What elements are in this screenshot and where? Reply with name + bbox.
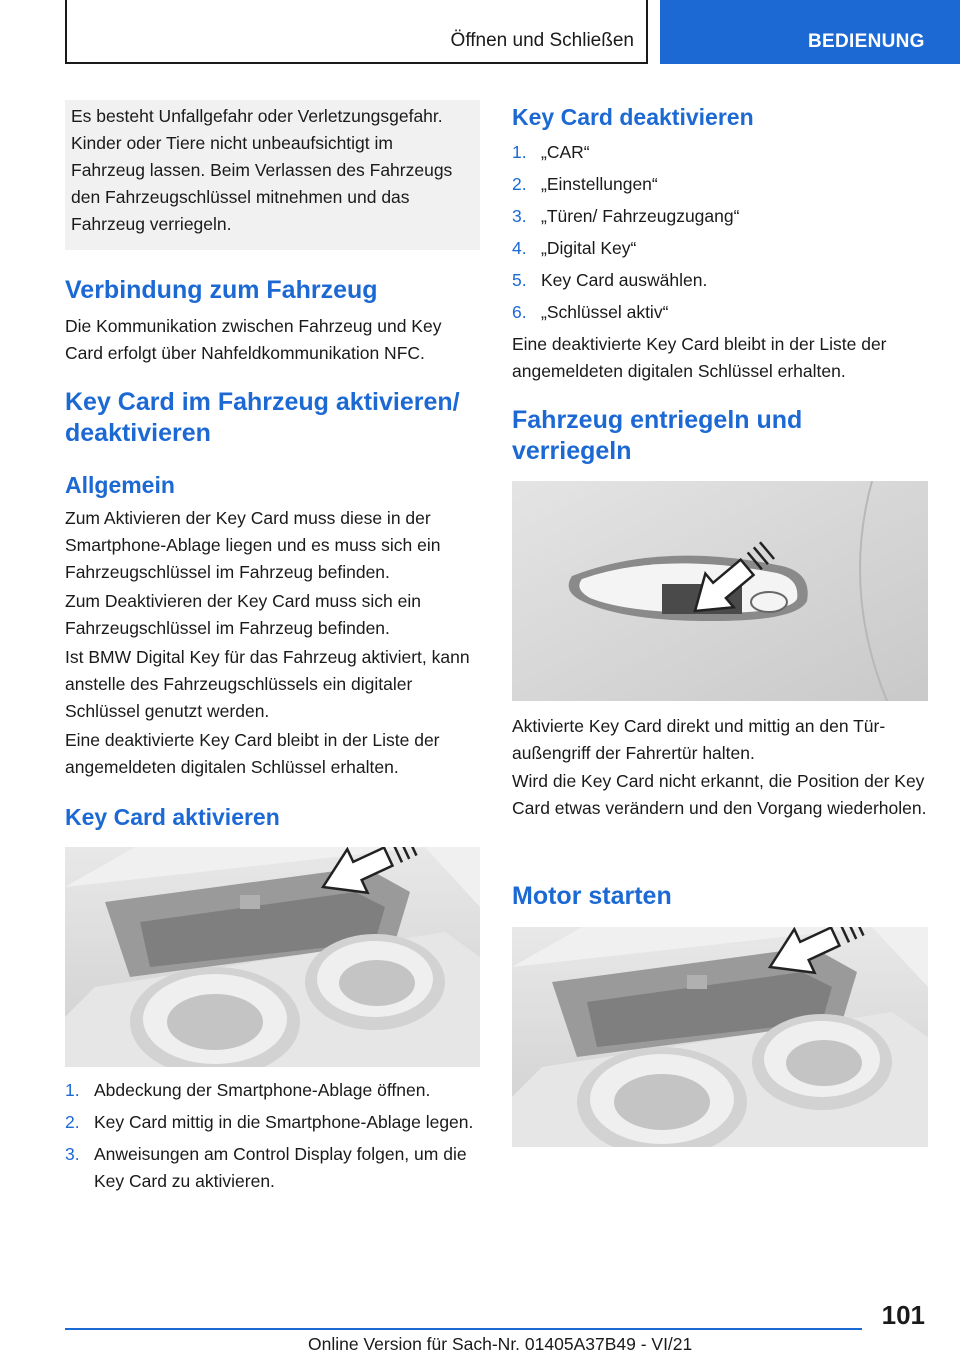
footer-divider [65,1328,862,1330]
step-number: 6. [512,302,527,322]
step-number: 3. [65,1144,80,1164]
step-text: Anweisungen am Control Display folgen, um die Key Card zu aktivieren. [94,1144,467,1191]
step-number: 4. [512,238,527,258]
steps-deaktivieren-list [512,139,928,331]
step-text: „Schlüssel aktiv“ [541,302,669,322]
step-number: 2. [65,1112,80,1132]
step-number: 3. [512,206,527,226]
step-text: Key Card auswählen. [541,270,708,290]
paragraph-entriegeln-2: Wird die Key Card nicht erkannt, die Position der Key Card etwas verändern und den Vorgang wiederholen. [512,771,927,818]
header-box [65,0,648,64]
list-item [65,1109,480,1136]
chapter-tab[interactable] [660,0,960,64]
door-handle-image [512,481,928,701]
paragraph-allgemein-1: Zum Aktivieren der Key Card muss diese in der Smartphone-Ablage liegen und es muss sich ein Fahrzeugschlüssel im Fahrzeug befinden. [65,508,441,582]
step-text: „Türen/ Fahrzeugzugang“ [541,206,740,226]
chapter-tab-label: BEDIENUNG [808,31,925,52]
paragraph-allgemein-3: Ist BMW Digital Key für das Fahrzeug aktiviert, kann anstelle des Fahrzeugschlüssels ein digitaler Schlüssel genutzt werden. [65,647,470,721]
warning-text: Es besteht Unfallgefahr oder Verletzungsgefahr. Kinder oder Tiere nicht unbeaufsichtigt im Fahrzeug lassen. Beim Verlassen des Fahrzeugs den Fahrzeugschlüssel mitnehmen und das Fahrzeug verriegeln. [71,106,453,234]
step-text: Key Card mittig in die Smartphone-Ablage legen. [94,1112,474,1132]
list-item [512,235,928,262]
list-item [512,203,928,230]
step-text: „Digital Key“ [541,238,637,258]
list-item [512,139,928,166]
paragraph-deaktivieren: Eine deaktivierte Key Card bleibt in der Liste der angemeldeten digitalen Schlüssel erhalten. [512,334,887,381]
heading-entriegeln: Fahrzeug entriegeln und verriegeln [512,406,803,465]
list-item [512,267,928,294]
step-number: 1. [512,142,527,162]
page-number: 101 [881,1300,925,1330]
list-item [65,1141,480,1195]
paragraph-verbindung: Die Kommunikation zwischen Fahrzeug und Key Card erfolgt über Nahfeldkommunikation NFC. [65,316,442,363]
section-title: Öffnen und Schließen [450,30,634,51]
smartphone-tray-image-motor [512,927,928,1147]
online-version-text: Online Version für Sach-Nr. 01405A37B49 - VI/21 [308,1334,693,1354]
heading-motor-starten: Motor starten [512,882,672,910]
step-text: „CAR“ [541,142,590,162]
list-item [65,1077,480,1104]
heading-verbindung: Verbindung zum Fahrzeug [65,276,378,304]
paragraph-entriegeln-1: Aktivierte Key Card direkt und mittig an den Türaußengriff der Fahrertür halten. [512,716,886,763]
heading-key-card-deaktivieren: Key Card deaktivieren [512,104,754,130]
list-item [512,299,928,326]
paragraph-allgemein-4: Eine deaktivierte Key Card bleibt in der Liste der angemeldeten digitalen Schlüssel erhalten. [65,730,440,777]
step-number: 2. [512,174,527,194]
list-item [512,171,928,198]
smartphone-tray-image [65,847,480,1067]
step-number: 1. [65,1080,80,1100]
heading-allgemein: Allgemein [65,472,175,498]
steps-aktivieren-list [65,1077,480,1200]
warning-box [65,100,480,250]
step-number: 5. [512,270,527,290]
paragraph-allgemein-2: Zum Deaktivieren der Key Card muss sich ein Fahrzeugschlüssel im Fahrzeug befinden. [65,591,421,638]
step-text: „Einstellungen“ [541,174,658,194]
heading-key-card-aktivieren-deaktivieren: Key Card im Fahrzeug aktivieren/ deaktivieren [65,388,460,447]
step-text: Abdeckung der Smartphone-Ablage öffnen. [94,1080,431,1100]
heading-key-card-aktivieren: Key Card aktivieren [65,804,280,830]
